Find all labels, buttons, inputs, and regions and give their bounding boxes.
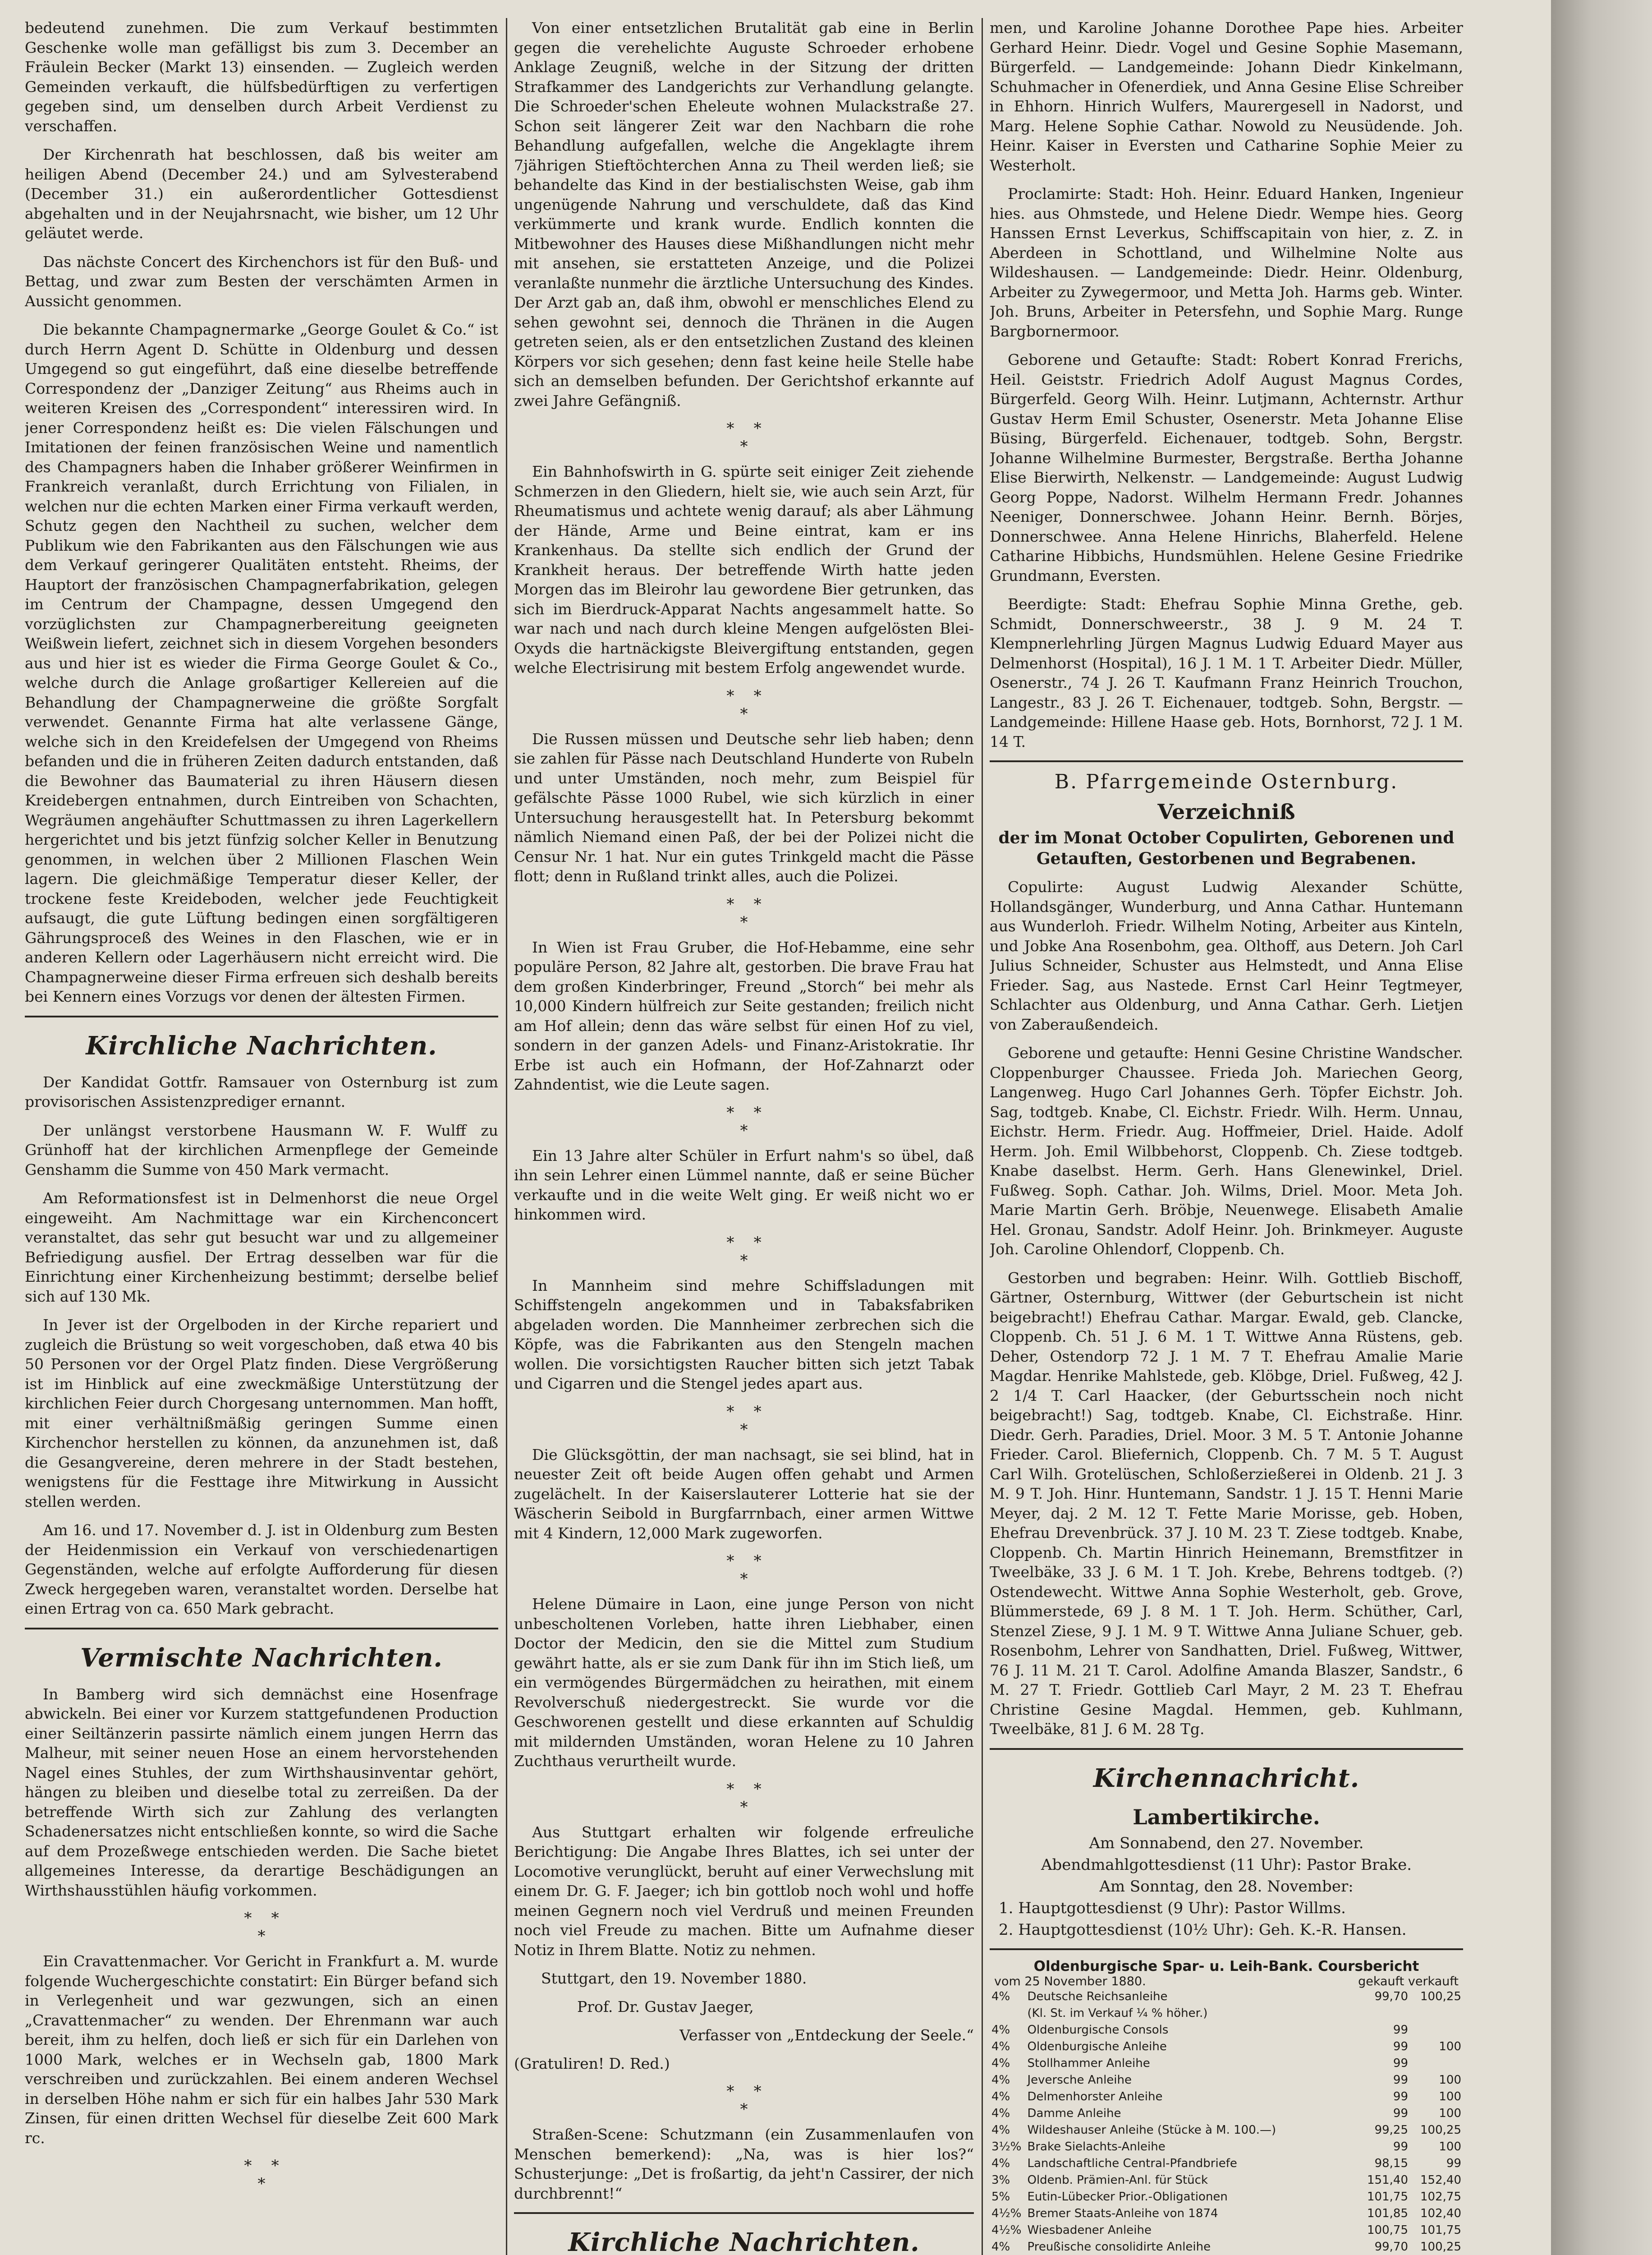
stock-bid: 99 [1393, 2023, 1408, 2037]
article-paragraph: In Wien ist Frau Gruber, die Hof-Hebamme, eine sehr populäre Person, 82 Jahre alt, gestorben. Die brave Frau hat dem großen Kinderbringer, Freund „Storch“ bei mehr als 10,000 Kindern hülfreich zur Seite gestanden; freilich nicht am Hof allein; denn das wäre selbst für einen Hof zu viel, sondern in der ganzen Adels- und Finanz-Aristokratie. Ihr Erbe ist auch ein Hofmann, der Hof-Zahnarzt oder Zahndentist, wie die Leute sagen. [514, 938, 974, 1093]
register-entry: Geborene und Getaufte: Stadt: Robert Konrad Frerichs, Heil. Geiststr. Friedrich Adolf August Magnus Cordes, Bürgerfeld. Georg Wilh. Heinr. Lutjmann, Achternstr. Arthur Gustav Herm Emil Schuster, Osenerstr. Meta Johanne Elise Büsing, Bürgerfeld. Eichenauer, todtgeb. Sohn, Bergstr. Johanne Wilhelmine Burmester, Bergstraße. Bertha Johanne Elise Bierwirth, Nelkenstr. — Landgemeinde: August Ludwig Georg Poppe, Nadorst. Wilhelm Hermann Fredr. Johannes Neeniger, Donnerschwee. Johann Heinr. Bernh. Börjes, Donnerschwee. Anna Helene Hinrichs, Blaherfeld. Helene Catharine Hibbichs, Hundsmühlen. Helene Gesine Friedrike Grundmann, Eversten. [990, 351, 1463, 584]
stock-rate: 4% [991, 2156, 1010, 2170]
stock-bid: 99,25 [1374, 2123, 1408, 2137]
separator-asterisks: * * * [244, 1909, 279, 1945]
separator-asterisks: * * * [726, 419, 762, 456]
stock-row [990, 2139, 1463, 2155]
stock-rate: 4½% [991, 2206, 1022, 2220]
stock-ask: 100,25 [1420, 1989, 1461, 2003]
stock-name: Oldenburgische Anleihe [1027, 2039, 1167, 2053]
register-entry: Geborene und getaufte: Henni Gesine Christine Wandscher. Cloppenburger Chaussee. Frieda Joh. Mariechen Georg, Langenweg. Hugo Carl Johannes Gerh. Töpfer Eichstr. Joh. Sag, todtgeb. Knabe, Cl. Eichstr. Friedr. Wilh. Herm. Unnau, Eichstr. Herm. Friedr. Aug. Hoffmeier, Driel. Haide. Adolf Herm. Joh. Emil Wilbbehorst, Cloppenb. Ch. Ziese todtgeb. Knabe daselbst. Herm. Gerh. Hans Glenewinkel, Driel. Fußweg. Soph. Cathar. Joh. Wilms, Driel. Moor. Meta Joh. Marie Martin Gerh. Bröbje, Neuenwege. Elisabeth Amalie Hel. Gronau, Sandstr. Adolf Heinr. Joh. Brinkmeyer. Auguste Joh. Caroline Ohlendorf, Cloppenb. Ch. [990, 1044, 1463, 1258]
stock-row [990, 2022, 1463, 2039]
schedule-line: 2. Hauptgottesdienst (10½ Uhr): Geh. K.-R. Hansen. [999, 1920, 1407, 1939]
register-entry: Beerdigte: Stadt: Ehefrau Sophie Minna Grethe, geb. Schmidt, Donnerschweerstr., 38 J. 9 M. 24 T. Klempnerlehrling Jürgen Magnus Ludwig Eduard Mayer aus Delmenhorst (Hospital), 16 J. 1 M. 1 T. Arbeiter Diedr. Müller, Osenerstr., 74 J. 26 T. Kaufmann Franz Heinrich Trouchon, Langestr., 83 J. 26 T. Eichenauer, todtgeb. Sohn, Bergstr. — Landgemeinde: Hillene Haase geb. Hots, Bornhorst, 72 J. 1 M. 14 T. [990, 595, 1463, 750]
stock-rate: 5% [991, 2190, 1010, 2204]
stock-row [990, 2172, 1463, 2189]
parish-heading: B. Pfarrgemeinde Osternburg. [1054, 770, 1399, 793]
schedule-line: Am Sonnabend, den 27. November. [1089, 1834, 1364, 1852]
article-paragraph: Ein Bahnhofswirth in G. spürte seit einiger Zeit ziehende Schmerzen in den Gliedern, hielt sie, wie auch sein Arzt, für Rheumatismus und achtete wenig darauf; als aber Lähmung der Hände, Arme und Beine eintrat, kam er ins Krankenhaus. Da stellte sich endlich der Grund der Krankheit heraus. Der betreffende Wirth hatte jeden Morgen das im Bleirohr lau gewordene Bier getrunken, das sich im Bierdruck-Apparat Nachts angesammelt hatte. So war nach und nach durch kleine Mengen aufgelösten Blei-Oxyds die hartnäckigste Bleivergiftung entstanden, gegen welche Electrisirung mit bestem Erfolg angewendet wurde. [514, 463, 974, 676]
section-divider [514, 2212, 974, 2214]
stock-row [990, 2039, 1463, 2055]
article-paragraph: Die Glücksgöttin, der man nachsagt, sie sei blind, hat in neuester Zeit oft beide Augen offen gehabt und Armen zugelächelt. In der Kaiserslauterer Lotterie hat sie der Wäscherin Seibold in Burgfarrnbach, einer armen Wittwe mit 4 Kindern, 12,000 Mark zugeworfen. [514, 1445, 974, 1542]
editor-note: (Gratuliren! D. Red.) [514, 2055, 670, 2072]
article-paragraph: Am Reformationsfest ist in Delmenhorst die neue Orgel eingeweiht. Am Nachmittage war ein Kirchenconcert veranstaltet, das sehr gut besucht war und zu allgemeiner Befriedigung ausfiel. Der Ertrag desselben war für die Einrichtung einer Kirchenheizung bestimmt; derselbe belief sich auf 130 Mk. [25, 1189, 498, 1305]
article-paragraph: Das nächste Concert des Kirchenchors ist für den Buß- und Bettag, und zwar zum Besten der verschämten Armen in Aussicht genommen. [25, 253, 498, 310]
separator-asterisks: * * * [726, 1233, 762, 1270]
stock-ask: 100 [1439, 2073, 1461, 2087]
section-heading: Vermischte Nachrichten. [80, 1643, 443, 1673]
article-paragraph: Der Kirchenrath hat beschlossen, daß bis weiter am heiligen Abend (December 24.) und am Sylvesterabend (December 31.) ein außerordentlicher Gottesdienst abgehalten und in der Neujahrsnacht, wie bisher, um 12 Uhr geläutet werde. [25, 146, 498, 242]
church-name: Lambertikirche. [1133, 1804, 1320, 1829]
stock-ask: 102,40 [1420, 2206, 1461, 2220]
separator-asterisks: * * * [726, 1402, 762, 1439]
stock-name: Jeversche Anleihe [1027, 2073, 1132, 2087]
stock-ask: 100,25 [1420, 2240, 1461, 2254]
stock-ask: 99 [1446, 2156, 1461, 2170]
article-paragraph: Der Kandidat Gottfr. Ramsauer von Osternburg ist zum provisorischen Assistenzprediger ernannt. [25, 1073, 498, 1110]
stock-table [990, 1988, 1463, 2255]
stock-name: Eutin-Lübecker Prior.-Obligationen [1027, 2190, 1228, 2204]
register-entry: Copulirte: August Ludwig Alexander Schütte, Hollandsgänger, Wunderburg, und Anna Cathar. Huntemann aus Wunderloh. Friedr. Wilhelm Noting, Arbeiter aus Kinteln, und Jobke Ana Rosenbohm, gea. Olthoff, aus Detern. Joh Carl Julius Schneider, Schuster aus Helmstedt, und Anna Elise Frieder. Sag, aus Nastede. Ernst Carl Heinr Tegtmeyer, Schlachter aus Oldenburg, und Anna Cathar. Gerh. Lietjen von Zaberaußendeich. [990, 878, 1463, 1033]
separator-asterisks: * * * [726, 1780, 762, 1816]
stock-ask [1410, 2055, 1463, 2072]
schedule-line: Am Sonntag, den 28. November: [1099, 1877, 1354, 1896]
stock-row [990, 2072, 1463, 2089]
register-subheading: der im Monat October Copulirten, Geborenen und Getauften, Gestorbenen und Begrabenen. [998, 828, 1455, 868]
stock-rate: 4% [991, 2089, 1010, 2103]
stock-rate: 4% [991, 2039, 1010, 2053]
stock-bid: 99 [1393, 2056, 1408, 2070]
stock-ask: 100 [1439, 2106, 1461, 2120]
stock-name: Delmenhorster Anleihe [1027, 2089, 1163, 2103]
stock-rate: 3% [991, 2173, 1010, 2187]
stock-rate: 4½% [991, 2223, 1022, 2237]
stock-bid: 151,40 [1367, 2173, 1408, 2187]
section-heading: Kirchliche Nachrichten. [86, 1031, 437, 1061]
stock-report-date: vom 25 November 1880. [994, 1974, 1146, 1988]
separator-asterisks: * * * [726, 2082, 762, 2118]
section-divider [990, 760, 1463, 762]
stock-ask: 101,75 [1420, 2223, 1461, 2237]
stock-bid: 98,15 [1374, 2156, 1408, 2170]
stock-name: Landschaftliche Central-Pfandbriefe [1027, 2156, 1237, 2170]
separator-asterisks: * * * [726, 1552, 762, 1588]
register-entry: Proclamirte: Stadt: Hoh. Heinr. Eduard Hanken, Ingenieur hies. aus Ohmstede, und Helene Diedr. Wempe hies. Georg Hanssen Ernst Leverkus, Schiffscapitain von hier, z. Z. in Aberdeen in Schottland, und Wilhelmine Nolte aus Wildeshausen. — Landgemeinde: Diedr. Heinr. Oldenburg, Arbeiter zu Zywegermoor, und Metta Joh. Harms geb. Winter. Joh. Bruns, Arbeiter in Petersfehn, und Sophie Marg. Runge Bargbornermoor. [990, 185, 1463, 340]
article-paragraph: Die bekannte Champagnermarke „George Goulet & Co.“ ist durch Herrn Agent D. Schütte in Oldenburg und dessen Umgegend so gut eingeführt, daß eine dieselbe betreffende Correspondenz der „Danziger Zeitung“ aus Rheims auch in weiteren Kreisen des „Correspondent“ interessiren wird. In jener Correspondenz heißt es: Die vielen Fälschungen und Imitationen der feinen französischen Weine und namentlich des Champagners haben die Inhaber größerer Weinfirmen in Frankreich veranlaßt, durch Errichtung von Filialen, in welchen nur die echten Marken einer Firma verkauft werden, Schutz gegen den Nachtheil zu suchen, welcher dem Publikum wie den Fabrikanten aus den Fälschungen wie aus dem Verkauf geringerer Qualitäten entsteht. Rheims, der Hauptort der französischen Champagnerfabrikation, gelegen im Centrum der Champagne, dessen Umgegend den vorzüglichsten zur Champagnerbereitung geeigneten Weißwein liefert, zeichnet sich in diesem Vorgehen besonders aus und hier ist es wieder die Firma George Goulet & Co., welche durch die Anlage großartiger Kellereien auf die Behandlung der Champagnerweine die größte Sorgfalt verwendet. Genannte Firma hat alte verlassene Gänge, welche sich in den Kreidefelsen der Umgegend von Rheims befanden und die in früheren Zeiten dadurch entstanden, daß die Bewohner das Baumaterial zu ihren Häusern diesen Kreidebergen entnahmen, durch Eintreiben von Schachten, Wegräumen angehäufter Schuttmassen zu ihren Lagerkellern hergerichtet und bis jetzt fünfzig solcher Keller in Benutzung genommen, in welchen über 2 Millionen Flaschen Wein lagern. Die gleichmäßige Temperatur dieser Keller, der trockene feste Kreideboden, welcher jede Feuchtigkeit aufsaugt, die gute Lüftung bedingen einen sorgfältigeren Gährungsproceß des Weines in den Flaschen, wie er in anderen Kellern oder Lagerhäusern nicht erreicht wird. Die Champagnerweine dieser Firma erfreuen sich deshalb bereits bei Kennern eines Vorzugs vor denen der ältesten Firmen. [25, 321, 498, 1005]
stock-rate: 4% [991, 2123, 1010, 2137]
section-heading: Kirchennachricht. [1093, 1763, 1360, 1793]
stock-bid: 99 [1393, 2140, 1408, 2154]
section-heading: Kirchliche Nachrichten. [568, 2227, 920, 2255]
stock-ask: 152,40 [1420, 2173, 1461, 2187]
section-divider [990, 1748, 1463, 1750]
stock-name: (Kl. St. im Verkauf ¼ % höher.) [1027, 2006, 1208, 2020]
stock-name: Deutsche Reichsanleihe [1027, 1989, 1168, 2003]
stock-report-subtitle [990, 1974, 1463, 1988]
register-heading: Verzeichniß [1157, 800, 1295, 824]
stock-ask: 100 [1439, 2089, 1461, 2103]
stock-rate: 4% [991, 2023, 1010, 2037]
section-divider [25, 1628, 498, 1629]
column-3 [990, 18, 1463, 2255]
stock-ask: 100 [1439, 2039, 1461, 2053]
stock-ask [1410, 2005, 1463, 2022]
article-paragraph: In Mannheim sind mehre Schiffsladungen mit Schiffstengeln angekommen und in Tabaksfabriken abgeladen worden. Die Mannheimer zerbrechen sich die Köpfe, was die Fabrikanten aus den Stengeln machen wollen. Die vorsichtigsten Raucher bitten sich jetzt Tabak und Cigarren und die Stengel jedes apart aus. [514, 1276, 974, 1392]
stock-rate [990, 2005, 1025, 2022]
stock-name: Brake Sielachts-Anleihe [1027, 2140, 1166, 2154]
stock-name: Bremer Staats-Anleihe von 1874 [1027, 2206, 1218, 2220]
stock-row [990, 2105, 1463, 2122]
stock-row [990, 2222, 1463, 2239]
stock-bid: 99 [1393, 2106, 1408, 2120]
stock-bid: 99,70 [1374, 2240, 1408, 2254]
article-paragraph: Von einer entsetzlichen Brutalität gab eine in Berlin gegen die verehelichte Auguste Schroeder erhobene Anklage Zeugniß, welche in der Sitzung der dritten Strafkammer des Landgerichts zur Verhandlung gelangte. Die Schroeder'schen Eheleute wohnen Mulackstraße 27. Schon seit längerer Zeit war den Nachbarn die rohe Behandlung aufgefallen, welche die Angeklagte ihrem 7jährigen Stieftöchterchen Anna zu Theil werden ließ; sie behandelte das Kind in der bestialischsten Weise, gab ihm ungenügende Nahrung und verschuldete, daß das Kind verkümmerte und krank wurde. Endlich konnten die Mitbewohner des Hauses diese Mißhandlungen nicht mehr mit ansehen, sie erstatteten Anzeige, und die Polizei veranlaßte nunmehr die ärztliche Untersuchung des Kindes. Der Arzt gab an, daß ihm, obwohl er menschliches Elend zu sehen gewohnt sei, dennoch die Thränen in die Augen getreten seien, als er den entsetzlichen Zustand des kleinen Körpers vor sich gesehen; denn fast keine heile Stelle habe sich an demselben befunden. Der Gerichtshof erkannte auf zwei Jahre Gefängniß. [514, 19, 974, 410]
stock-row [990, 2089, 1463, 2105]
stock-rate: 4% [991, 1989, 1010, 2003]
stock-bid: 100,75 [1367, 2223, 1408, 2237]
stock-report-columns: gekauft verkauft [1358, 1974, 1459, 1988]
article-paragraph: Aus Stuttgart erhalten wir folgende erfreuliche Berichtigung: Die Angabe Ihres Blattes, ich sei unter der Locomotive verunglückt, beruht auf einer Verwechslung mit einem Dr. G. F. Jaeger; ich bin gottlob noch wohl und hoffe meinen Gegnern noch viel Verdruß und meinen Freunden noch viel Freude zu machen. Bitte um Aufnahme dieser Notiz in Ihrem Blatte. Notiz zu nehmen. [514, 1823, 974, 1959]
stock-report-title: Oldenburgische Spar- u. Leih-Bank. Coursbericht [1033, 1958, 1419, 1974]
stock-bid: 99 [1393, 2039, 1408, 2053]
page-edge-binding [1551, 0, 1652, 2255]
schedule-line: Abendmahlgottesdienst (11 Uhr): Pastor Brake. [1041, 1855, 1412, 1874]
signature-name: Prof. Dr. Gustav Jaeger, [577, 1998, 754, 2016]
article-paragraph: Ein Cravattenmacher. Vor Gericht in Frankfurt a. M. wurde folgende Wuchergeschichte constatirt: Ein Bürger befand sich in Verlegenheit und war gezwungen, sich an einen „Cravattenmacher“ zu wenden. Der Ehrenmann war auch bereit, ihm zu helfen, doch ließ er sich für ein Darlehen von 1000 Mark, welches er in Wechseln gab, 1800 Mark verschreiben und zurückzahlen. Bei einem anderen Wechsel in derselben Höhe nahm er sich für ein halbes Jahr 530 Mark Zinsen, für einen dritten Wechsel für dieselbe Zeit 600 Mark rc. [25, 1952, 498, 2147]
stock-rate: 4% [991, 2056, 1010, 2070]
column-2 [514, 18, 974, 2255]
article-paragraph: Straßen-Scene: Schutzmann (ein Zusammenlaufen von Menschen bemerkend): „Na, was is hier los?“ Schusterjunge: „Det is froßartig, da jeht'n Cassirer, der nich durchbrennt!“ [514, 2126, 974, 2202]
article-paragraph: Ein 13 Jahre alter Schüler in Erfurt nahm's so übel, daß ihn sein Lehrer einen Lümmel nannte, daß er seine Bücher verkaufte und in die weite Welt ging. Er weiß nicht wo er hinkommen wird. [514, 1146, 974, 1223]
stock-bid: 99,70 [1374, 1989, 1408, 2003]
stock-ask: 100,25 [1420, 2123, 1461, 2137]
stock-bid: 101,85 [1367, 2206, 1408, 2220]
stock-name: Damme Anleihe [1027, 2106, 1121, 2120]
stock-rate: 4% [991, 2240, 1010, 2254]
stock-ask [1410, 2022, 1463, 2039]
stock-name: Stollhammer Anleihe [1027, 2056, 1150, 2070]
stock-ask: 100 [1439, 2140, 1461, 2154]
article-paragraph: Helene Dümaire in Laon, eine junge Person von nicht unbescholtenen Vorleben, hatte ihren Liebhaber, einen Doctor der Medicin, den sie die Mittel zum Studium gewährt hatte, als er sie zum Dank für ihn im Stich ließ, um ein vermögendes Bürgermädchen zu heirathen, mit einem Revolverschuß niedergestreckt. Sie wurde vor die Geschworenen gestellt und diese erkannten auf Schuldig mit mildernden Umständen, woran Helene zu 10 Jahren Zuchthaus verurtheilt wurde. [514, 1595, 974, 1770]
stock-row [990, 1988, 1463, 2005]
stock-row [990, 2155, 1463, 2172]
article-paragraph: Die Russen müssen und Deutsche sehr lieb haben; denn sie zahlen für Pässe nach Deutschland Hunderte von Rubeln und unter Umständen, noch mehr, zum Beispiel für gefälschte Pässe 1000 Rubel, wie sich kürzlich in einer Untersuchung herausgestellt hat. In Petersburg bekommt nämlich Niemand einen Paß, der bei der Polizei nicht die Censur Nr. 1 hat. Nur ein gutes Trinkgeld macht die Pässe flott; denn in Rußland trinkt alles, auch die Polizei. [514, 730, 974, 885]
column-rule [506, 18, 507, 2255]
stock-row [990, 2005, 1463, 2022]
separator-asterisks: * * * [726, 686, 762, 723]
stock-bid [1357, 2005, 1410, 2022]
register-entry: Gestorben und begraben: Heinr. Wilh. Gottlieb Bischoff, Gärtner, Osternburg, Wittwer (der Geburtschein ist nicht beigebracht!) Ehefrau Cathar. Margar. Ewald, geb. Clancke, Cloppenb. Ch. 51 J. 6 M. 1 T. Wittwe Anna Rüstens, geb. Deher, Ostendorp 72 J. 1 M. 7 T. Ehefrau Amalie Marie Magdar. Henrike Mahlstede, geb. Klöbge, Driel. Fußweg, 42 J. 2 1/4 T. Carl Haacker, (der Geburtsschein noch nicht beigebracht!) Sag, todtgeb. Knabe, Cl. Eichstraße. Hinr. Diedr. Gerh. Paradies, Driel. Moor. 3 M. 5 T. Antonie Johanne Frieder. Carol. Bliefernich, Cloppenb. Ch. 7 M. 5 T. August Carl Wilh. Grotelüschen, Schloßerzießerei in Oldenb. 21 J. 3 M. 9 T. Joh. Hinr. Huntemann, Sandstr. 1 J. 15 T. Henni Marie Meyer, daj. 2 M. 12 T. Fette Marie Morisse, geb. Hoben, Ehefrau Drevenbrück. 37 J. 10 M. 23 T. Ziese todtgeb. Knabe, Cloppenb. Ch. Martin Hinrich Heinemann, Bremstfitzer in Tweelbäke, 33 J. 6 M. 1 T. Joh. Krebe, Behrens todtgeb. (?) Ostendewecht. Wittwe Anna Sophie Westerholt, geb. Grove, Blümmerstede, 69 J. 8 M. 1 T. Joh. Herm. Schüther, Carl, Stenzel Ziese, 9 J. 1 M. 9 T. Wittwe Anna Juliane Schuer, geb. Rosenbohm, Lehrer von Sandhatten, Driel. Fußweg, Wittwer, 76 J. 11 M. 21 T. Carol. Adolfine Amanda Blaszer, Sandstr., 6 M. 27 T. Friedr. Gottlieb Carl Mayr, 2 M. 23 T. Ehefrau Christine Gesine Magdal. Hemmen, geb. Kuhlmann, Tweelbäke, 81 J. 6 M. 28 Tg. [990, 1269, 1463, 1738]
stock-row [990, 2055, 1463, 2072]
register-entry: men, und Karoline Johanne Dorothee Pape hies. Arbeiter Gerhard Heinr. Diedr. Vogel und Gesine Sophie Masemann, Bürgerfeld. — Landgemeinde: Johann Diedr Kinkelmann, Schuhmacher in Ofenerdiek, und Anna Gesine Elise Schreiber in Ehhorn. Hinrich Wulfers, Maurergesell in Nadorst, und Marg. Helene Sophie Cathar. Nowold zu Neusüdende. Joh. Heinr. Kaiser in Eversten und Catharine Sophie Meier zu Westerholt. [990, 19, 1463, 174]
stock-rate: 4% [991, 2106, 1010, 2120]
stock-bid: 99 [1393, 2089, 1408, 2103]
section-divider [990, 1948, 1463, 1950]
stock-name: Wiesbadener Anleihe [1027, 2223, 1152, 2237]
stock-rate: 4% [991, 2073, 1010, 2087]
stock-row [990, 2205, 1463, 2222]
stock-row [990, 2122, 1463, 2139]
separator-asterisks: * * * [726, 895, 762, 931]
column-1 [25, 18, 498, 2255]
stock-bid: 101,75 [1367, 2190, 1408, 2204]
stock-ask: 102,75 [1420, 2190, 1461, 2204]
stock-name: Oldenburgische Consols [1027, 2023, 1169, 2037]
separator-asterisks: * * * [726, 1103, 762, 1140]
signature-author: Verfasser von „Entdeckung der Seele.“ [679, 2026, 974, 2044]
signature-place: Stuttgart, den 19. November 1880. [541, 1970, 807, 1987]
section-divider [25, 1016, 498, 1017]
column-rule [982, 18, 983, 2255]
schedule-line: 1. Hauptgottesdienst (9 Uhr): Pastor Willms. [999, 1899, 1346, 1917]
stock-bid: 99 [1393, 2073, 1408, 2087]
stock-row [990, 2189, 1463, 2205]
article-paragraph: Der unlängst verstorbene Hausmann W. F. Wulff zu Grünhoff hat der kirchlichen Armenpflege der Gemeinde Genshamm die Summe von 450 Mark vermacht. [25, 1121, 498, 1178]
stock-name: Oldenb. Prämien-Anl. für Stück [1027, 2173, 1208, 2187]
stock-name: Wildeshauser Anleihe (Stücke à M. 100.—) [1027, 2123, 1276, 2137]
article-paragraph: In Bamberg wird sich demnächst eine Hosenfrage abwickeln. Bei einer vor Kurzem stattgefundenen Production einer Seiltänzerin passirte nämlich einem jungen Herrn das Malheur, mit seiner neuen Hose an einem hervorstehenden Nagel eines Stuhles, der zum Wirthshausinventar gehört, hängen zu bleiben und dieselbe total zu zerreißen. Da der betreffende Wirth sich zur Zahlung des verlangten Schadenersatzes nicht entschließen konnte, so wird die Sache auf dem Prozeßwege entschieden werden. Die Sache bietet allgemeines Interesse, da derartige Beschädigungen an Wirthshausstühlen häufig vorkommen. [25, 1685, 498, 1899]
stock-rate: 3½% [991, 2140, 1022, 2154]
article-paragraph: Am 16. und 17. November d. J. ist in Oldenburg zum Besten der Heidenmission ein Verkauf von verschiedenartigen Gegenständen, welche auf erfolgte Aufforderung für diesen Zweck hergegeben waren, veranstaltet worden. Derselbe hat einen Ertrag von ca. 650 Mark gebracht. [25, 1521, 498, 1617]
separator-asterisks: * * * [244, 2157, 279, 2193]
stock-name: Preußische consolidirte Anleihe [1027, 2240, 1211, 2254]
article-paragraph: In Jever ist der Orgelboden in der Kirche repariert und zugleich die Brüstung so weit vorgeschoben, daß etwa 40 bis 50 Personen vor der Orgel Platz finden. Diese Vergrößerung ist im Hinblick auf eine zweckmäßige Unterstützung der kirchlichen Feier durch Chorgesang unternommen. Man hofft, mit einer verhältnißmäßig geringen Summe einen Kirchenchor herstellen zu können, da anzunehmen ist, daß die Gesangvereine, deren mehrere in der Stadt bestehen, wenigstens für die Festtage ihre Mitwirkung in Aussicht stellen werden. [25, 1316, 498, 1510]
article-paragraph: bedeutend zunehmen. Die zum Verkauf bestimmten Geschenke wolle man gefälligst bis zum 3. December an Fräulein Becker (Markt 13) einsenden. — Zugleich werden Gemeinden verkauft, die hülfsbedürftigen zu verfertigen gegeben sind, um denselben durch Arbeit Verdienst zu verschaffen. [25, 19, 498, 135]
stock-row [990, 2239, 1463, 2255]
